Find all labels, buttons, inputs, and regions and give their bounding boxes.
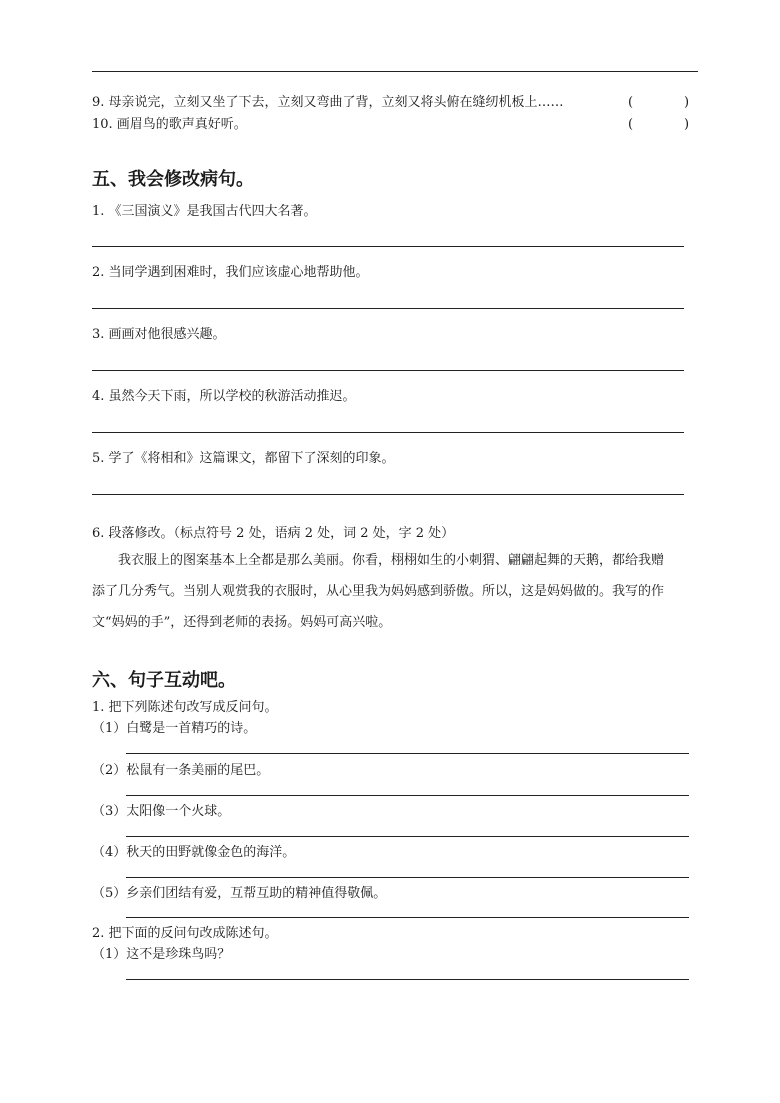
paragraph-line-2: 添了几分秀气。当别人观赏我的衣服时，从心里我为妈妈感到骄傲。所以，这是妈妈做的。我写的作 <box>92 584 665 599</box>
judge-item-9: 9. 母亲说完，立刻又坐了下去，立刻又弯曲了背，立刻又将头俯在缝纫机板上…… <box>92 95 564 110</box>
section-6-task-1-item-5: （5）乡亲们团结有爱，互帮互助的精神值得敬佩。 <box>92 886 387 901</box>
section-6-task-1: 1. 把下列陈述句改写成反问句。 <box>92 700 278 715</box>
section-6-task-1-item-3: （3）太阳像一个火球。 <box>92 804 231 819</box>
section-6-task-1-item-4: （4）秋天的田野就像金色的海洋。 <box>92 845 296 860</box>
section-5-item-5: 5. 学了《将相和》这篇课文，都留下了深刻的印象。 <box>92 451 395 466</box>
answer-line[interactable] <box>92 494 684 495</box>
answer-paren-open-9: ( <box>628 95 634 110</box>
section-5-item-3: 3. 画画对他很感兴趣。 <box>92 327 226 342</box>
answer-line[interactable] <box>126 795 689 796</box>
answer-paren-close-10: ) <box>684 117 690 132</box>
section-6-task-2-item-1: （1）这不是珍珠鸟吗？ <box>92 947 231 962</box>
paragraph-task: 6. 段落修改。（标点符号 2 处，语病 2 处，词 2 处，字 2 处） <box>92 526 455 541</box>
answer-line[interactable] <box>126 917 689 918</box>
answer-line[interactable] <box>92 370 684 371</box>
section-6-task-2: 2. 把下面的反问句改成陈述句。 <box>92 926 278 941</box>
paragraph-line-1: 我衣服上的图案基本上全都是那么美丽。你看，栩栩如生的小刺猬、翩翩起舞的天鹅，都给我赠 <box>118 553 665 568</box>
section-6-task-1-item-2: （2）松鼠有一条美丽的尾巴。 <box>92 763 270 778</box>
answer-line[interactable] <box>126 753 689 754</box>
answer-paren-close-9: ) <box>684 95 690 110</box>
answer-line[interactable] <box>126 836 689 837</box>
section-5-item-2: 2. 当同学遇到困难时，我们应该虚心地帮助他。 <box>92 265 369 280</box>
answer-line[interactable] <box>92 308 684 309</box>
section-6-task-1-item-1: （1）白鹭是一首精巧的诗。 <box>92 721 257 736</box>
answer-paren-open-10: ( <box>628 117 634 132</box>
answer-line[interactable] <box>126 877 689 878</box>
section-5-item-4: 4. 虽然今天下雨，所以学校的秋游活动推迟。 <box>92 389 356 404</box>
section-6-title: 六、句子互动吧。 <box>92 670 236 691</box>
top-rule <box>92 71 698 72</box>
paragraph-line-3: 文“妈妈的手”，还得到老师的表扬。妈妈可高兴啦。 <box>92 615 392 630</box>
answer-line[interactable] <box>126 979 689 980</box>
section-5-title: 五、我会修改病句。 <box>92 169 254 190</box>
answer-line[interactable] <box>92 246 684 247</box>
section-5-item-1: 1. 《三国演义》是我国古代四大名著。 <box>92 204 317 219</box>
judge-item-10: 10. 画眉鸟的歌声真好听。 <box>92 117 247 132</box>
answer-line[interactable] <box>92 432 684 433</box>
